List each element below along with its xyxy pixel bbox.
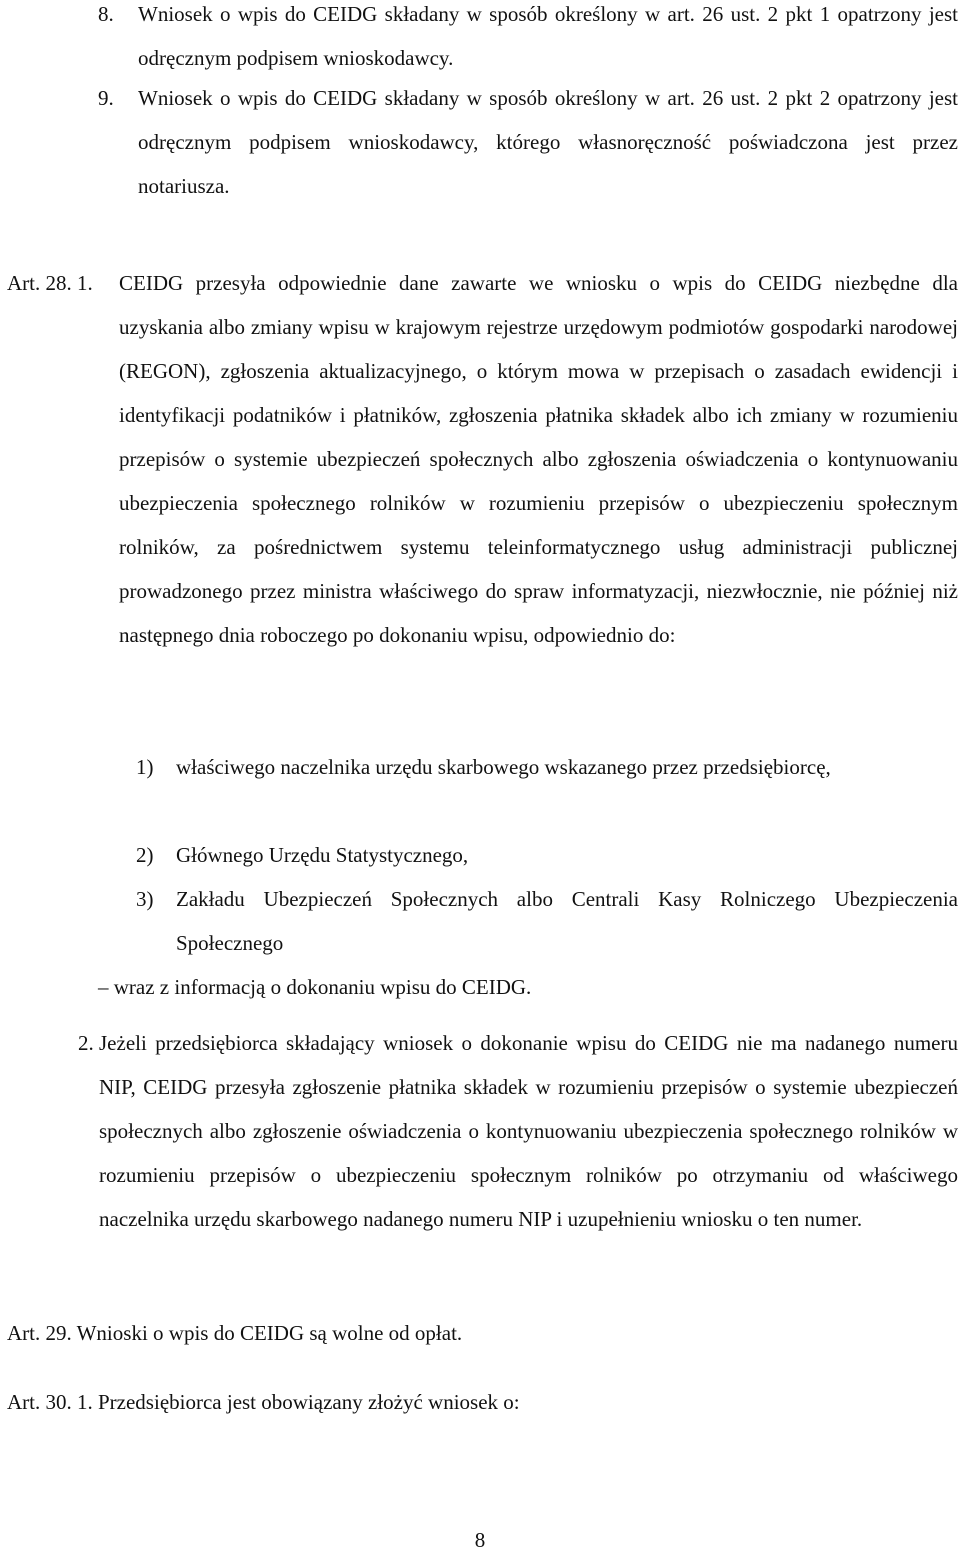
article-body: CEIDG przesyła odpowiednie dane zawarte we wniosku o wpis do CEIDG niezbędne dla uzyskania albo zmiany wpisu w krajowym rejestrze urzędowym podmiotów gospodarki narodowej (REGON), zgłoszenia aktualizacyjnego, o którym mowa w przepisach o zasadach ewidencji i identyfikacji podatników i płatników, zgłoszenia płatnika składek albo ich zmiany w rozumieniu przepisów o systemie ubezpieczeń społecznych albo zgłoszenia oświadczenia o kontynuowaniu ubezpieczenia społecznego rolników w rozumieniu przepisów o ubezpieczeniu społecznym rolników, za pośrednictwem systemu teleinformatycznego usług administracji publicznej prowadzonego przez ministra właściwego do spraw informatyzacji, niezwłocznie, nie później niż następnego dnia roboczego po dokonaniu wpisu, odpowiednio do:	[119, 271, 958, 647]
list-item-number: 2)	[136, 843, 154, 867]
article-28-list-item-3	[136, 877, 960, 965]
list-item-number: 9.	[98, 86, 114, 110]
list-item-number: 1)	[136, 755, 154, 779]
list-item-text: Wniosek o wpis do CEIDG składany w sposób określony w art. 26 ust. 2 pkt 1 opatrzony jest odręcznym podpisem wnioskodawcy.	[138, 2, 958, 70]
article-30-text: Art. 30. 1. Przedsiębiorca jest obowiązany złożyć wniosek o:	[7, 1390, 520, 1414]
paragraph-number: 2.	[78, 1031, 94, 1055]
article-28-list-item-2	[136, 833, 960, 877]
article-28-list-item-1	[136, 745, 960, 833]
list-item-8	[98, 0, 960, 80]
page-number: 8	[474, 1528, 486, 1552]
list-item-text: właściwego naczelnika urzędu skarbowego wskazanego przez przedsiębiorcę,	[176, 755, 831, 779]
article-29-text: Art. 29. Wnioski o wpis do CEIDG są wolne od opłat.	[7, 1321, 463, 1345]
list-item-number: 8.	[98, 2, 114, 26]
article-28-paragraph-2	[78, 1021, 960, 1285]
list-item-text: Głównego Urzędu Statystycznego,	[176, 843, 469, 867]
article-30	[7, 1380, 957, 1424]
list-item-text: Wniosek o wpis do CEIDG składany w sposób określony w art. 26 ust. 2 pkt 2 opatrzony jest odręcznym podpisem wnioskodawcy, którego własnoręczność poświadczona jest przez notariusza.	[138, 86, 958, 198]
list-item-number: 3)	[136, 887, 154, 911]
article-29	[7, 1311, 957, 1355]
article-28-paragraph-1	[7, 261, 960, 741]
paragraph-text: Jeżeli przedsiębiorca składający wniosek o dokonanie wpisu do CEIDG nie ma nadanego numeru NIP, CEIDG przesyła zgłoszenie płatnika składek w rozumieniu przepisów o systemie ubezpieczeń społecznych albo zgłoszenie oświadczenia o kontynuowaniu ubezpieczenia społecznego rolników w rozumieniu przepisów o ubezpieczeniu społecznym rolników po otrzymaniu od właściwego naczelnika urzędu skarbowego nadanego numeru NIP i uzupełnieniu wniosku o ten numer.	[99, 1031, 958, 1231]
list-item-9	[98, 76, 960, 208]
list-item-text: Zakładu Ubezpieczeń Społecznych albo Centrali Kasy Rolniczego Ubezpieczenia Społecznego	[176, 887, 958, 955]
article-28-closing	[98, 965, 958, 1009]
closing-text: – wraz z informacją o dokonaniu wpisu do CEIDG.	[98, 975, 532, 999]
article-heading: Art. 28. 1.	[7, 271, 93, 295]
